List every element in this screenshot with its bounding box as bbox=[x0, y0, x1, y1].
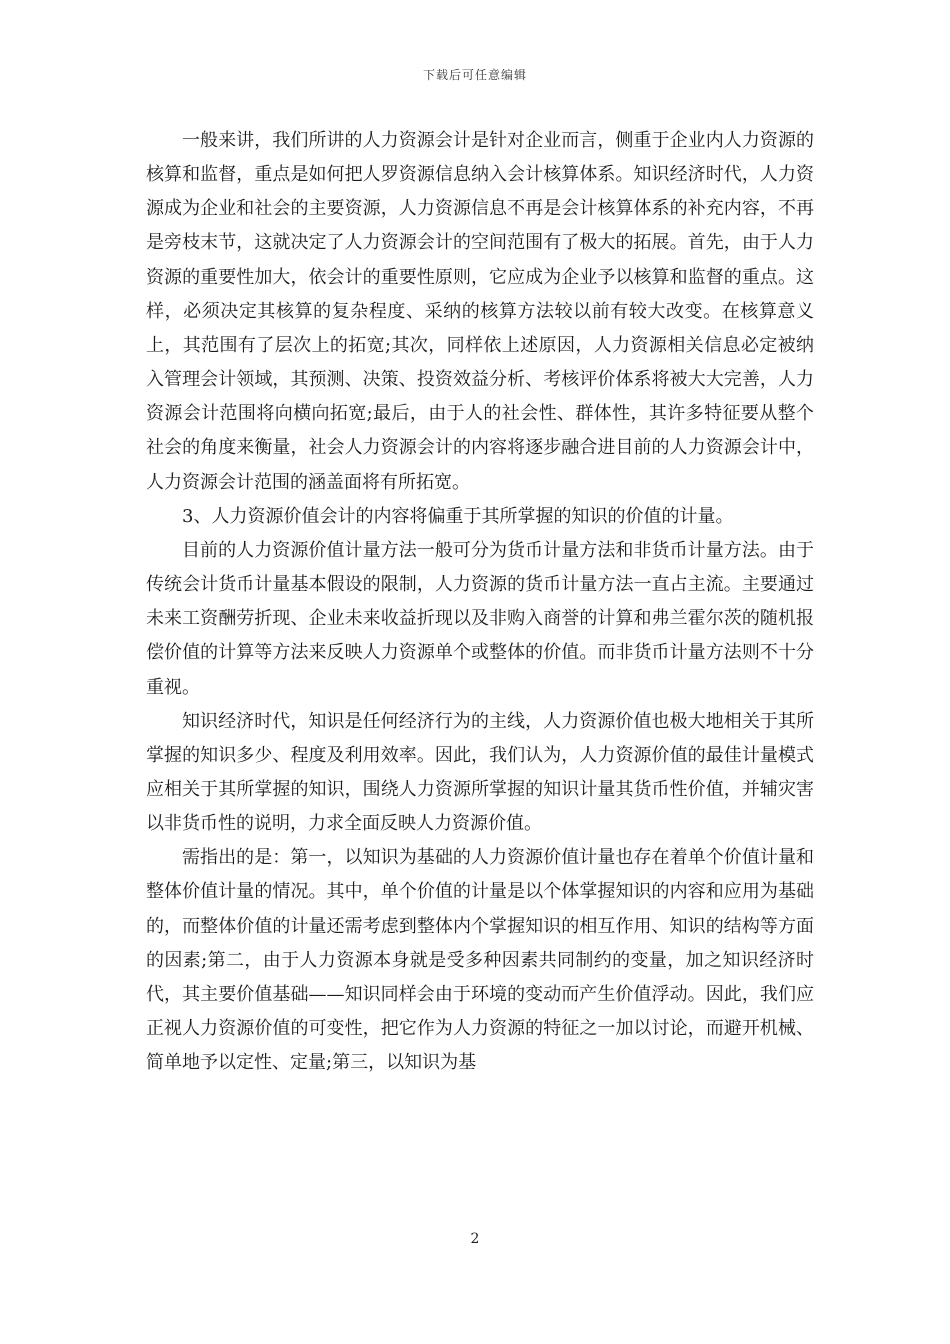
paragraph-measurement-methods: 目前的人力资源价值计量方法一般可分为货币计量方法和非货币计量方法。由于传统会计货币计量基本假设的限制，人力资源的货币计量方法一直占主流。主要通过未来工资酬劳折现、企业未来收益折现以及非购入商誉的计算和弗兰霍尔茨的随机报偿价值的计算等方法来反映人力资源单个或整体的价值。而非货币计量方法则不十分重视。 bbox=[146, 539, 814, 698]
page-header: 下载后可任意编辑 bbox=[422, 68, 527, 82]
paragraph-notes: 需指出的是：第一，以知识为基础的人力资源价值计量也存在着单个价值计量和整体价值计量的情况。其中，单个价值的计量是以个体掌握知识的内容和应用为基础的，而整体价值的计量还需考虑到整体内个掌握知识的相互作用、知识的结构等方面的因素;第二，由于人力资源本身就是受多种因素共同制约的变量，加之知识经济时代，其主要价值基础——知识同样会由于环境的变动而产生价值浮动。因此，我们应正视人力资源价值的可变性，把它作为人力资源的特征之一加以讨论，而避开机械、简单地予以定性、定量;第三，以知识为基 bbox=[146, 847, 814, 1074]
page-number: 2 bbox=[470, 1231, 480, 1247]
paragraph-scope-expansion: 一般来讲，我们所讲的人力资源会计是针对企业而言，侧重于企业内人力资源的核算和监督，重点是如何把人罗资源信息纳入会计核算体系。知识经济时代，人力资源成为企业和社会的主要资源，人力资源信息不再是会计核算体系的补充内容，不再是旁枝末节，这就决定了人力资源会计的空间范围有了极大的拓展。首先，由于人力资源的重要性加大，依会计的重要性原则，它应成为企业予以核算和监督的重点。这样，必须决定其核算的复杂程度、采纳的核算方法较以前有较大改变。在核算意义上，其范围有了层次上的拓宽;其次，同样依上述原因，人力资源相关信息必定被纳入管理会计领域，其预测、决策、投资效益分析、考核评价体系将被大大完善，人力资源会计范围将向横向拓宽;最后，由于人的社会性、群体性，其许多特征要从整个社会的角度来衡量，社会人力资源会计的内容将逐步融合进目前的人力资源会计中，人力资源会计范围的涵盖面将有所拓宽。 bbox=[146, 130, 814, 493]
document-body bbox=[146, 124, 814, 1080]
paragraph-knowledge-economy: 知识经济时代，知识是任何经济行为的主线，人力资源价值也极大地相关于其所掌握的知识多少、程度及利用效率。因此，我们认为，人力资源价值的最佳计量模式应相关于其所掌握的知识，围绕人力资源所掌握的知识计量其货币性价值，并辅灾害以非货币性的说明，力求全面反映人力资源价值。 bbox=[146, 710, 814, 835]
paragraph-section-3-heading: 3、人力资源价值会计的内容将偏重于其所掌握的知识的价值的计量。 bbox=[182, 505, 734, 527]
